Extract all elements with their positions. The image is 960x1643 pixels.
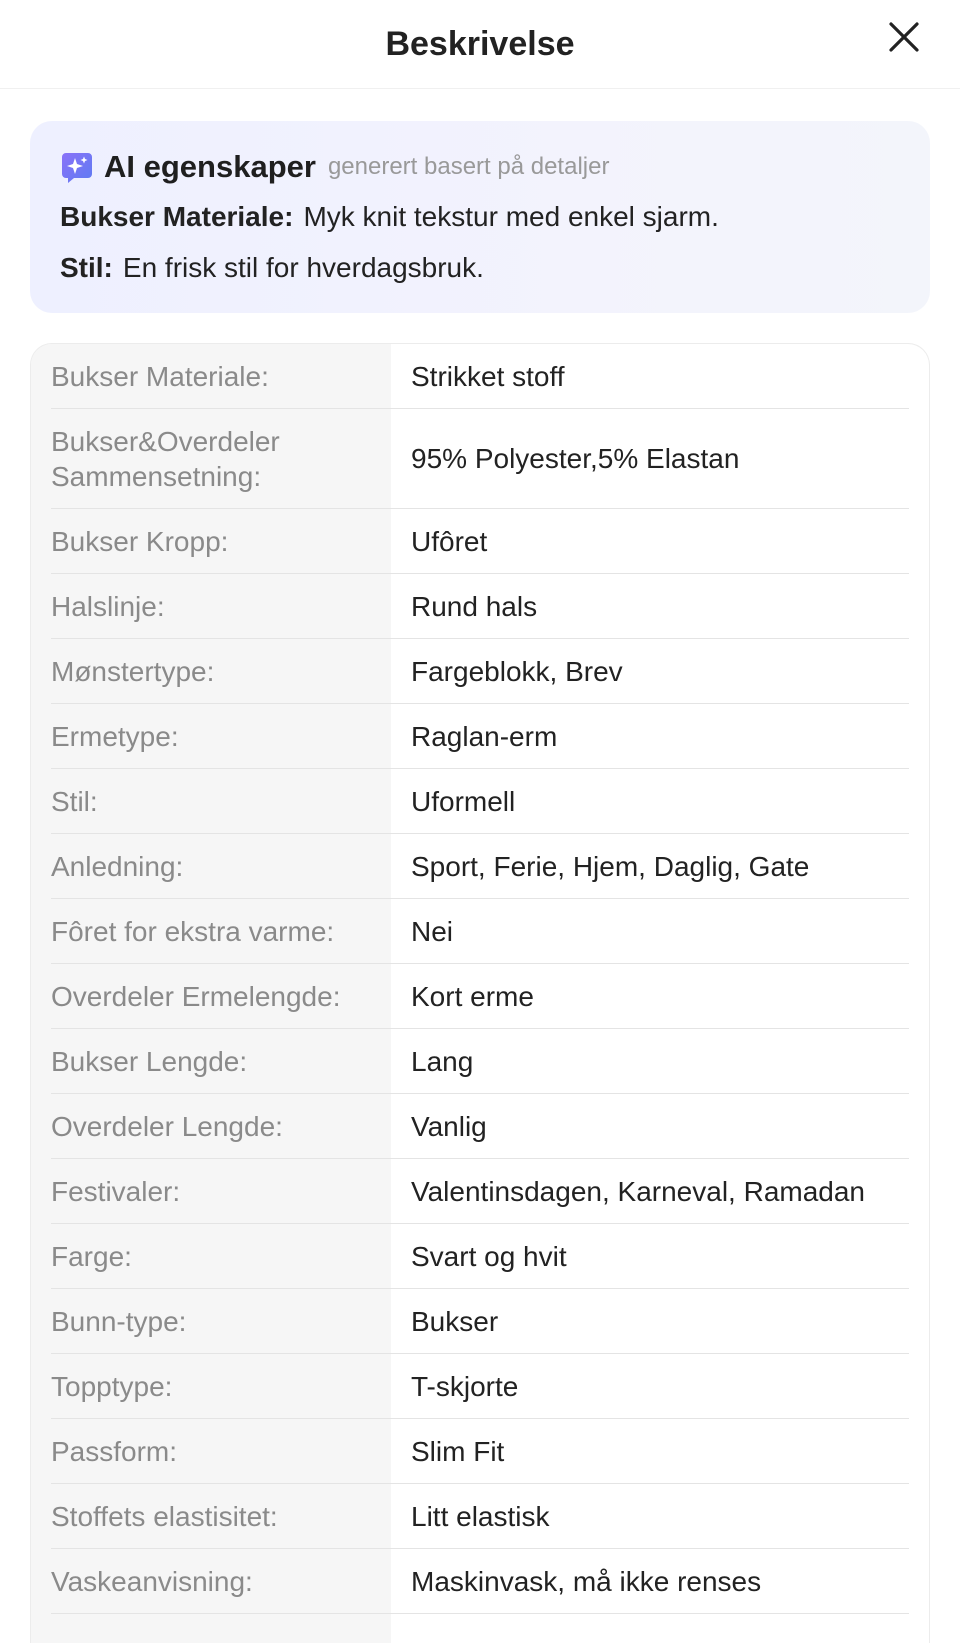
spec-value: Ufôret bbox=[411, 525, 488, 557]
table-row bbox=[51, 344, 909, 409]
spec-key: Bukser Materiale: bbox=[51, 360, 269, 392]
spec-value: Maskinvask, må ikke renses bbox=[411, 1565, 762, 1597]
spec-key: Fôret for ekstra varme: bbox=[51, 915, 335, 947]
table-row bbox=[51, 1159, 909, 1224]
spec-key: Anledning: bbox=[51, 850, 184, 882]
table-row bbox=[51, 509, 909, 574]
table-row bbox=[51, 769, 909, 834]
ai-line-label: Bukser Materiale: bbox=[60, 201, 294, 232]
spec-key: Mønstertype: bbox=[51, 655, 215, 687]
ai-line-style bbox=[60, 250, 900, 286]
table-row bbox=[51, 899, 909, 964]
spec-value: Valentinsdagen, Karneval, Ramadan bbox=[411, 1175, 866, 1207]
ai-card-header bbox=[60, 147, 900, 187]
spec-value: Bukser bbox=[411, 1305, 499, 1337]
close-icon bbox=[888, 21, 920, 53]
table-row bbox=[51, 1094, 909, 1159]
spec-value: Kort erme bbox=[411, 980, 534, 1012]
ai-line-text: En frisk stil for hverdagsbruk. bbox=[122, 252, 484, 283]
table-row bbox=[51, 1419, 909, 1484]
spec-value: Uformell bbox=[411, 785, 516, 817]
spec-key: Vaskeanvisning: bbox=[51, 1565, 253, 1597]
table-row bbox=[51, 834, 909, 899]
spec-key: Bukser Lengde: bbox=[51, 1045, 248, 1077]
ai-line-material bbox=[60, 199, 900, 235]
header-bar bbox=[0, 0, 960, 89]
ai-sparkle-icon bbox=[60, 150, 94, 184]
spec-key: Halslinje: bbox=[51, 590, 165, 622]
table-row bbox=[51, 1224, 909, 1289]
table-row bbox=[51, 574, 909, 639]
table-row bbox=[51, 1289, 909, 1354]
spec-value: Slim Fit bbox=[411, 1435, 505, 1467]
spec-value: Fargeblokk, Brev bbox=[411, 655, 623, 687]
spec-key: Bukser Kropp: bbox=[51, 525, 229, 557]
spec-value: Lang bbox=[411, 1045, 474, 1077]
table-row bbox=[51, 1354, 909, 1419]
ai-attributes-card bbox=[30, 121, 930, 313]
close-button[interactable] bbox=[884, 17, 924, 57]
spec-key: Ermetype: bbox=[51, 720, 179, 752]
spec-key: Festivaler: bbox=[51, 1175, 181, 1207]
spec-key: Passform: bbox=[51, 1435, 178, 1467]
spec-key: Farge: bbox=[51, 1240, 132, 1272]
spec-value: Svart og hvit bbox=[411, 1240, 567, 1272]
page-title: Beskrivelse bbox=[385, 24, 575, 63]
spec-value: Raglan-erm bbox=[411, 720, 558, 752]
spec-value: Strikket stoff bbox=[411, 360, 565, 392]
spec-rows bbox=[31, 344, 929, 1614]
ai-line-label: Stil: bbox=[60, 252, 113, 283]
table-row bbox=[51, 1484, 909, 1549]
spec-key: Bukser&Overdeler Sammensetning: bbox=[51, 425, 280, 492]
spec-key: Bunn-type: bbox=[51, 1305, 187, 1337]
spec-key: Overdeler Lengde: bbox=[51, 1110, 283, 1142]
ai-line-text: Myk knit tekstur med enkel sjarm. bbox=[303, 201, 719, 232]
spec-key: Overdeler Ermelengde: bbox=[51, 980, 341, 1012]
spec-value: Rund hals bbox=[411, 590, 538, 622]
spec-value: Nei bbox=[411, 915, 454, 947]
spec-key: Topptype: bbox=[51, 1370, 173, 1402]
spec-key: Stil: bbox=[51, 785, 98, 817]
spec-value: 95% Polyester,5% Elastan bbox=[411, 443, 740, 474]
ai-card-subtitle: generert basert på detaljer bbox=[327, 153, 610, 180]
table-row bbox=[51, 1549, 909, 1614]
table-row bbox=[51, 409, 909, 509]
table-row bbox=[51, 704, 909, 769]
ai-card-title: AI egenskaper bbox=[104, 149, 316, 184]
spec-value: T-skjorte bbox=[411, 1370, 519, 1402]
table-row bbox=[51, 639, 909, 704]
table-row bbox=[51, 964, 909, 1029]
spec-value: Sport, Ferie, Hjem, Daglig, Gate bbox=[411, 850, 810, 882]
spec-value: Litt elastisk bbox=[411, 1500, 550, 1532]
spec-key: Stoffets elastisitet: bbox=[51, 1500, 278, 1532]
spec-value: Vanlig bbox=[411, 1110, 487, 1142]
spec-table bbox=[30, 343, 930, 1643]
table-row bbox=[51, 1029, 909, 1094]
